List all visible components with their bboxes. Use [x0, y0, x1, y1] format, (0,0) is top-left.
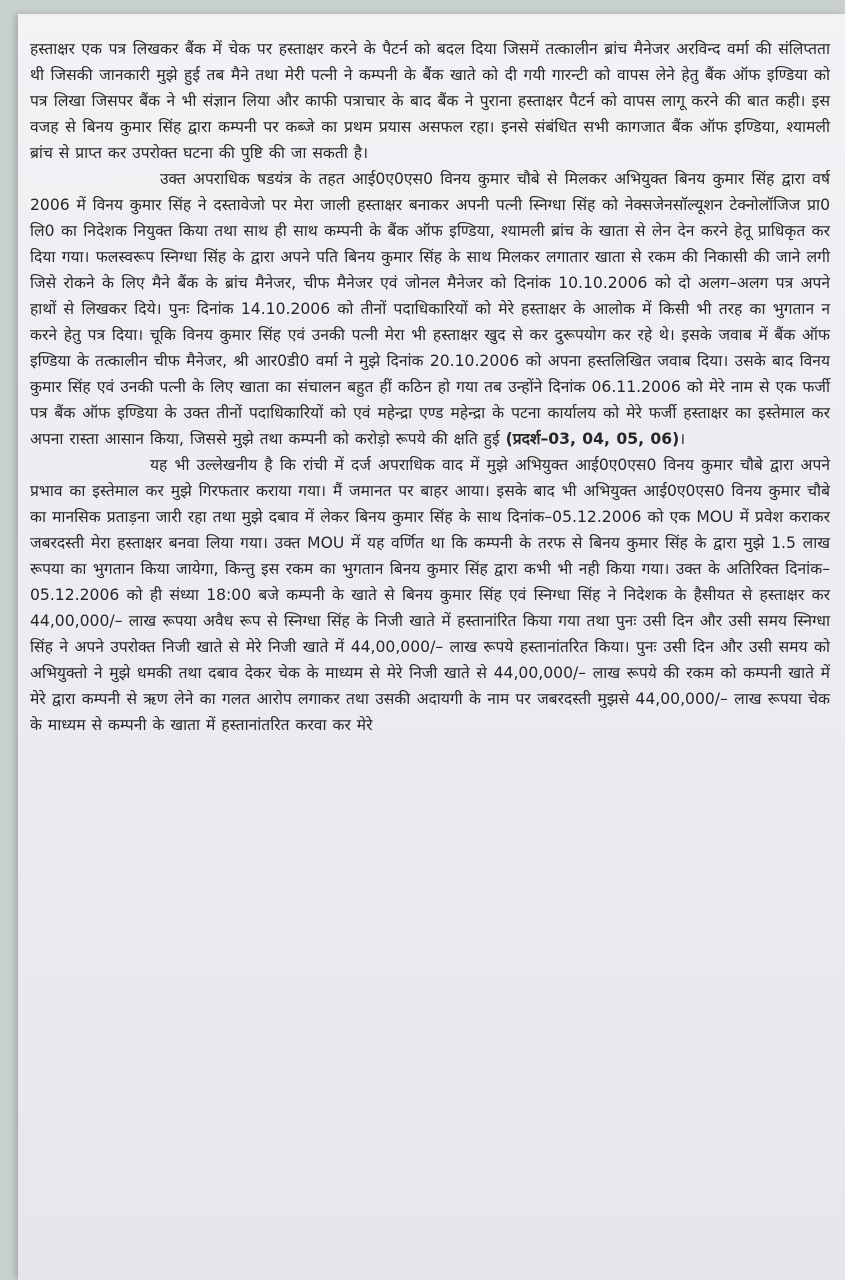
paragraph-2: [30, 166, 830, 452]
document-page: [18, 14, 845, 1280]
paragraph-2-text: उक्त अपराधिक षडयंत्र के तहत आई0ए0एस0 विनय कुमार चौबे से मिलकर अभियुक्त बिनय कुमार सिंह द्वारा वर्ष 2006 में विनय कुमार सिंह ने दस्तावेजो पर मेरा जाली हस्ताक्षर बनाकर अपनी पत्नी स्निग्धा सिंह को नेक्सजेनसॉल्यूशन टेक्नोलॉजिज प्रा0 लि0 का निदेशक नियुक्त किया तथा साथ ही साथ कम्पनी के बैंक ऑफ इण्डिया, श्यामली ब्रांच के खाता से लेन देन करने हेतू प्राधिकृत कर दिया गया। फलस्वरूप स्निग्धा सिंह के द्वारा अपने पति बिनय कुमार सिंह के साथ मिलकर लगातार खाता से रकम की निकासी की जाने लगी जिसे रोकने के लिए मैने बैंक के ब्रांच मैनेजर, चीफ मैनेजर एवं जोनल मैनेजर को दिनांक 10.10.2006 को दो अलग–अलग पत्र अपने हाथों से लिखकर दिये। पुनः दिनांक 14.10.2006 को तीनों पदाधिकारियों को मेरे हस्ताक्षर के आलोक में किसी भी तरह का भुगतान न करने हेतु पत्र दिया। चूकि विनय कुमार सिंह एवं उनकी पत्नी मेरा भी हस्ताक्षर खुद से कर दुरूपयोग कर रहे थे। इसके जवाब में बैंक ऑफ इण्डिया के तत्कालीन चीफ मैनेजर, श्री आर0डी0 वर्मा ने मुझे दिनांक 20.10.2006 को अपना हस्तलिखित जवाब दिया। उसके बाद विनय कुमार सिंह एवं उनकी पत्नी के लिए खाता का संचालन बहुत हीं कठिन हो गया तब उन्होंने दिनांक 06.11.2006 को मेरे नाम से एक फर्जी पत्र बैंक ऑफ इण्डिया के उक्त तीनों पदाधिकारियों को एवं महेन्द्रा एण्ड महेन्द्रा के पटना कार्यालय को मेरे फर्जी हस्ताक्षर का इस्तेमाल कर अपना रास्ता आसान किया, जिससे मुझे तथा कम्पनी को करोड़ो रूपये की क्षति हुई: [30, 170, 830, 448]
document-body: [30, 36, 830, 738]
exhibit-reference: (प्रदर्श–03, 04, 05, 06): [505, 430, 680, 448]
paragraph-2-end: ।: [679, 430, 686, 448]
paragraph-1: हस्ताक्षर एक पत्र लिखकर बैंक में चेक पर हस्ताक्षर करने के पैटर्न को बदल दिया जिसमें तत्कालीन ब्रांच मैनेजर अरविन्द वर्मा की संलिप्तता थी जिसकी जानकारी मुझे हुई तब मैने तथा मेरी पत्नी ने कम्पनी के बैंक खाते को दी गयी गारन्टी को वापस लेने हेतु बैंक ऑफ इण्डिया को पत्र लिखा जिसपर बैंक ने भी संज्ञान लिया और काफी पत्राचार के बाद बैंक ने पुराना हस्ताक्षर पैटर्न को वापस लागू करने की बात कही। इस वजह से बिनय कुमार सिंह द्वारा कम्पनी पर कब्जे का प्रथम प्रयास असफल रहा। इनसे संबंधित सभी कागजात बैंक ऑफ इण्डिया, श्यामली ब्रांच से प्राप्त कर उपरोक्त घटना की पुष्टि की जा सकती है।: [30, 40, 830, 162]
paragraph-3: यह भी उल्लेखनीय है कि रांची में दर्ज अपराधिक वाद में मुझे अभियुक्त आई0ए0एस0 विनय कुमार चौबे द्वारा अपने प्रभाव का इस्तेमाल कर मुझे गिरफतार कराया गया। मैं जमानत पर बाहर आया। इसके बाद भी अभियुक्त आई0ए0एस0 विनय कुमार चौबे का मानसिक प्रताड़ना जारी रहा तथा मुझे दबाव में लेकर बिनय कुमार सिंह के साथ दिनांक–05.12.2006 को एक MOU में प्रवेश कराकर जबरदस्ती मेरा हस्ताक्षर बनवा लिया गया। उक्त MOU में यह वर्णित था कि कम्पनी के तरफ से बिनय कुमार सिंह के द्वारा मुझे 1.5 लाख रूपया का भुगतान किया जायेगा, किन्तु इस रकम का भुगतान बिनय कुमार सिंह द्वारा कभी भी नही किया गया। उक्त के अतिरिक्त दिनांक–05.12.2006 को ही संध्या 18:00 बजे कम्पनी के खाते से बिनय कुमार सिंह एवं स्निग्धा सिंह ने निदेशक के हैसीयत से हस्ताक्षर कर 44,00,000/– लाख रूपया अवैध रूप से स्निग्धा सिंह के निजी खाते में हस्तानांरित किया गया तथा पुनः उसी दिन और उसी समय स्निग्धा सिंह ने अपने उपरोक्त निजी खाते से मेरे निजी खाते में 44,00,000/– लाख रूपये हस्तानांतरित किया। पुनः उसी दिन और उसी समय को अभियुक्तो ने मुझे धमकी तथा दबाव देकर चेक के माध्यम से मेरे निजी खाते से 44,00,000/– लाख रूपये की रकम को कम्पनी खाते में मेरे द्वारा कम्पनी से ऋण लेने का गलत आरोप लगाकर तथा उसकी अदायगी के नाम पर जबरदस्ती मुझसे 44,00,000/– लाख रूपया चेक के माध्यम से कम्पनी के खाता में हस्तानांतरित करवा कर मेरे: [30, 456, 830, 734]
